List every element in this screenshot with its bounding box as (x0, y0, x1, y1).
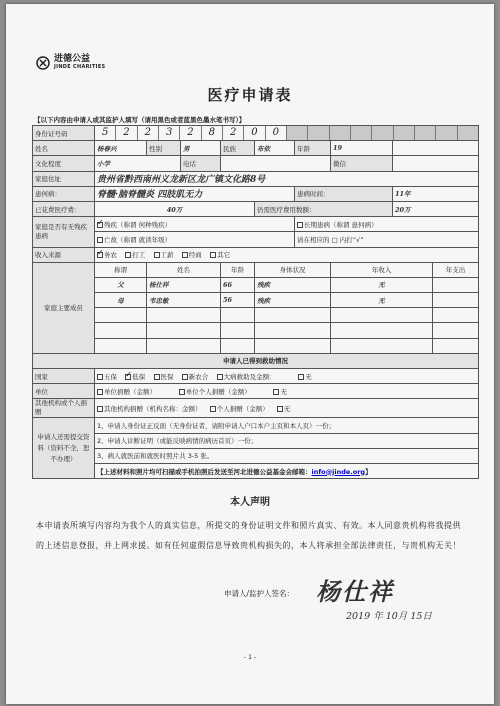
aid-unit-none: 无 (280, 387, 287, 396)
family-cell[interactable] (433, 308, 479, 323)
income-label: 收入来源 (33, 247, 95, 262)
id-digit-redacted (372, 126, 393, 140)
phone-field[interactable] (221, 156, 331, 171)
id-digit: 3 (159, 126, 180, 140)
checkbox[interactable] (154, 252, 160, 258)
form-title: 医疗申请表 (207, 86, 293, 104)
family-header-age: 年龄 (221, 262, 255, 277)
income-opt-farming: 务农 (104, 251, 117, 260)
family-cell[interactable] (147, 338, 221, 353)
age-label: 年龄 (295, 141, 331, 156)
checkbox[interactable] (182, 374, 188, 380)
needed-field[interactable]: 20万 (393, 201, 479, 216)
id-digit-redacted (351, 126, 372, 140)
aid-opt-dibao: 低保 (132, 372, 146, 381)
family-cell[interactable] (331, 308, 433, 323)
address-label: 家庭住址 (33, 171, 95, 186)
family-cell[interactable]: 父 (95, 277, 147, 292)
wechat-label: 微信 (331, 156, 393, 171)
gender-label: 性别 (147, 141, 181, 156)
family-cell[interactable]: 无 (331, 293, 433, 308)
id-digit: 2 (180, 126, 201, 140)
id-digit-redacted (436, 126, 457, 140)
materials-item-1: 1、申请人身份证正反面（无身份证者，请附申请人户口本户主页和本人页）一份； (95, 418, 479, 433)
education-field[interactable]: 小学 (95, 156, 181, 171)
aid-unit-options[interactable] (95, 384, 479, 399)
checkbox[interactable] (217, 374, 223, 380)
spent-label: 已花费医疗费： (33, 201, 95, 216)
family-cell[interactable]: 韦忠敏 (147, 293, 221, 308)
checkbox[interactable] (154, 374, 160, 380)
family-cell[interactable] (255, 323, 331, 338)
chronic-option[interactable] (295, 217, 479, 232)
materials-label: 申请人还需提交资料（资料不全，恕不办理） (33, 418, 95, 479)
family-cell[interactable] (221, 338, 255, 353)
aid-unit-opt-2: 单位个人捐赠（金额） (185, 387, 251, 396)
jinde-logo-icon (36, 56, 50, 70)
family-header-health: 身体状况 (255, 262, 331, 277)
address-field[interactable]: 贵州省黔西南州义龙新区龙广镇文化路8号 (95, 171, 479, 186)
id-digit: 8 (202, 126, 223, 140)
checkbox[interactable] (97, 374, 103, 380)
id-label: 身份证号码 (33, 126, 95, 141)
aid-other-opt-2: 个人捐赠（金额） (216, 404, 269, 413)
disability-option[interactable] (95, 217, 295, 232)
family-header-expense: 年支出 (433, 262, 479, 277)
id-digit-redacted (394, 126, 415, 140)
handwritten-signature: 杨仕祥 (316, 577, 394, 606)
income-opt-business: 经商 (188, 251, 202, 260)
table-row (33, 308, 479, 323)
family-cell[interactable]: 残疾 (255, 277, 331, 292)
id-digit-redacted (287, 126, 308, 140)
family-cell[interactable]: 无 (331, 277, 433, 292)
table-row (33, 338, 479, 353)
illness-field[interactable]: 脊髓·脑脊髓炎 四肢肌无力 (95, 186, 295, 201)
materials-note (95, 463, 479, 478)
checkbox[interactable] (97, 237, 103, 243)
family-cell[interactable] (433, 338, 479, 353)
family-cell[interactable]: 母 (95, 293, 147, 308)
family-cell[interactable]: 杨仕祥 (147, 277, 221, 292)
duration-label: 患病时间： (295, 186, 393, 201)
education-label: 文化程度 (33, 156, 95, 171)
signature-date: 2019 年 10月 15日 (346, 611, 432, 622)
family-cell[interactable]: 56 (221, 293, 255, 308)
family-cell[interactable] (221, 308, 255, 323)
aid-unit-opt-1: 单位捐赠（金额） (104, 387, 156, 396)
id-digit: 2 (138, 126, 159, 140)
name-label: 姓名 (33, 141, 95, 156)
id-number-field[interactable] (95, 126, 478, 140)
family-header-relation: 称谓 (95, 262, 147, 277)
income-options[interactable] (95, 247, 479, 262)
aid-country-label: 国家 (33, 369, 95, 384)
materials-item-2: 2、申请人诊断证明（或能反映病情的病历首页）一份； (95, 433, 479, 448)
table-row (33, 323, 479, 338)
id-digit-redacted (330, 126, 351, 140)
jinde-logo (36, 54, 105, 71)
family-section-label: 家庭主要成员 (33, 262, 95, 353)
logo-cn: 进德公益 (54, 54, 91, 64)
mark-hint: 请在相应的 □ 内打“√” (295, 232, 479, 247)
signature-label: 申请人/监护人签名： (224, 589, 295, 598)
id-digit: 2 (116, 126, 137, 140)
income-opt-other: 其它 (217, 251, 231, 260)
aid-opt-yibao: 医保 (160, 372, 174, 381)
checkbox[interactable] (97, 406, 103, 412)
family-cell[interactable]: 66 (221, 277, 255, 292)
id-digit: 2 (223, 126, 244, 140)
checkbox[interactable] (97, 389, 103, 395)
table-row (33, 277, 479, 292)
materials-note-text: 【上述材料和照片均可扫描或手机拍照后发送至河北进德公益基金会邮箱： (97, 467, 312, 476)
family-cell[interactable] (433, 277, 479, 292)
deceased-option[interactable] (95, 232, 295, 247)
family-cell[interactable] (331, 338, 433, 353)
id-digit: 5 (95, 126, 116, 140)
checkbox[interactable] (125, 252, 131, 258)
income-opt-salary: 工薪 (160, 251, 174, 260)
chronic-label: 长期患病（称谓 患何病） (304, 220, 378, 229)
ethnicity-field[interactable]: 布依 (255, 141, 295, 156)
declaration-title: 本人声明 (230, 497, 270, 508)
duration-field[interactable]: 11年 (393, 186, 479, 201)
family-cell[interactable] (147, 323, 221, 338)
id-digit-redacted (458, 126, 478, 140)
checkbox[interactable] (179, 389, 185, 395)
checkbox[interactable] (297, 222, 303, 228)
materials-item-3: 3、病人就医前和就医时照片共 3-5 张。 (95, 448, 479, 463)
checkbox-checked[interactable] (125, 374, 131, 380)
spent-field[interactable]: 40万 (95, 201, 255, 216)
checkbox[interactable] (210, 406, 216, 412)
family-cell[interactable]: 残疾 (255, 293, 331, 308)
aid-section-title: 申请人已得到救助情况 (33, 353, 479, 368)
family-header-name: 姓名 (147, 262, 221, 277)
age-field[interactable]: 19 (331, 141, 393, 156)
aid-other-opt-1: 其他机构捐赠（机构名称：金额） (104, 404, 202, 413)
name-field[interactable]: 杨春兴 (95, 141, 147, 156)
aid-other-options[interactable] (95, 399, 479, 418)
aid-country-options[interactable] (95, 369, 479, 384)
id-digit-redacted (415, 126, 436, 140)
aid-unit-label: 单位 (33, 384, 95, 399)
checkbox[interactable] (182, 252, 188, 258)
checkbox-checked[interactable] (97, 252, 103, 258)
disability-label: 残疾（称谓 何种残疾） (104, 220, 172, 229)
illness-label: 患何病： (33, 186, 95, 201)
needed-label: 仍需医疗费用数额： (255, 201, 393, 216)
application-table (32, 125, 479, 479)
materials-note-end: 】 (365, 467, 372, 476)
income-opt-work: 打工 (132, 251, 146, 260)
id-digit: 0 (244, 126, 265, 140)
ethnicity-label: 民族 (221, 141, 255, 156)
photo-area (393, 141, 479, 156)
email-link[interactable]: info@jinde.org (311, 467, 366, 476)
logo-en: JINDE CHARITIES (54, 64, 106, 70)
family-cell[interactable] (147, 308, 221, 323)
family-cell[interactable] (95, 323, 147, 338)
page-number: - 1 - (244, 654, 256, 661)
family-cell[interactable] (221, 323, 255, 338)
family-header-income: 年收入 (331, 262, 433, 277)
phone-label: 电话 (181, 156, 221, 171)
deceased-label: 亡故（称谓 就读年级） (104, 235, 172, 244)
family-cell[interactable] (255, 308, 331, 323)
family-cell[interactable] (255, 338, 331, 353)
aid-other-none: 无 (284, 404, 291, 413)
family-cell[interactable] (331, 323, 433, 338)
id-digit: 0 (266, 126, 287, 140)
aid-opt-dabing: 大病救助及金额： (223, 372, 276, 381)
declaration-text: 本申请表所填写内容均为我个人的真实信息，所提交的身份证明文件和照片真实、有效。本人同意贵机构将我提供的上述信息登报，并上网求援。如有任何虚假信息导致贵机构损失的，本人将承担全部法律责任，与贵机构无关！ (36, 521, 461, 550)
family-cell[interactable] (95, 338, 147, 353)
id-digit-redacted (308, 126, 329, 140)
aid-opt-none: 无 (305, 372, 312, 381)
family-status-label: 家庭是否有无残疾患病 (33, 217, 95, 247)
checkbox[interactable] (277, 406, 283, 412)
gender-field[interactable]: 男 (181, 141, 221, 156)
family-cell[interactable] (95, 308, 147, 323)
checkbox[interactable] (210, 252, 216, 258)
table-row (33, 293, 479, 308)
aid-other-label: 其他机构或个人捐赠 (33, 399, 95, 418)
application-form-page (6, 4, 494, 704)
checkbox[interactable] (273, 389, 279, 395)
family-cell[interactable] (433, 323, 479, 338)
family-cell[interactable] (433, 293, 479, 308)
aid-opt-wubao: 五保 (104, 372, 117, 381)
checkbox-checked[interactable] (97, 222, 103, 228)
wechat-field[interactable] (393, 156, 479, 171)
aid-opt-xinnonghe: 新农合 (188, 372, 209, 381)
checkbox[interactable] (298, 374, 304, 380)
form-instruction: 【以下内容由申请人或其监护人填写（请用黑色或者蓝黑色墨水笔书写）】 (34, 116, 246, 124)
